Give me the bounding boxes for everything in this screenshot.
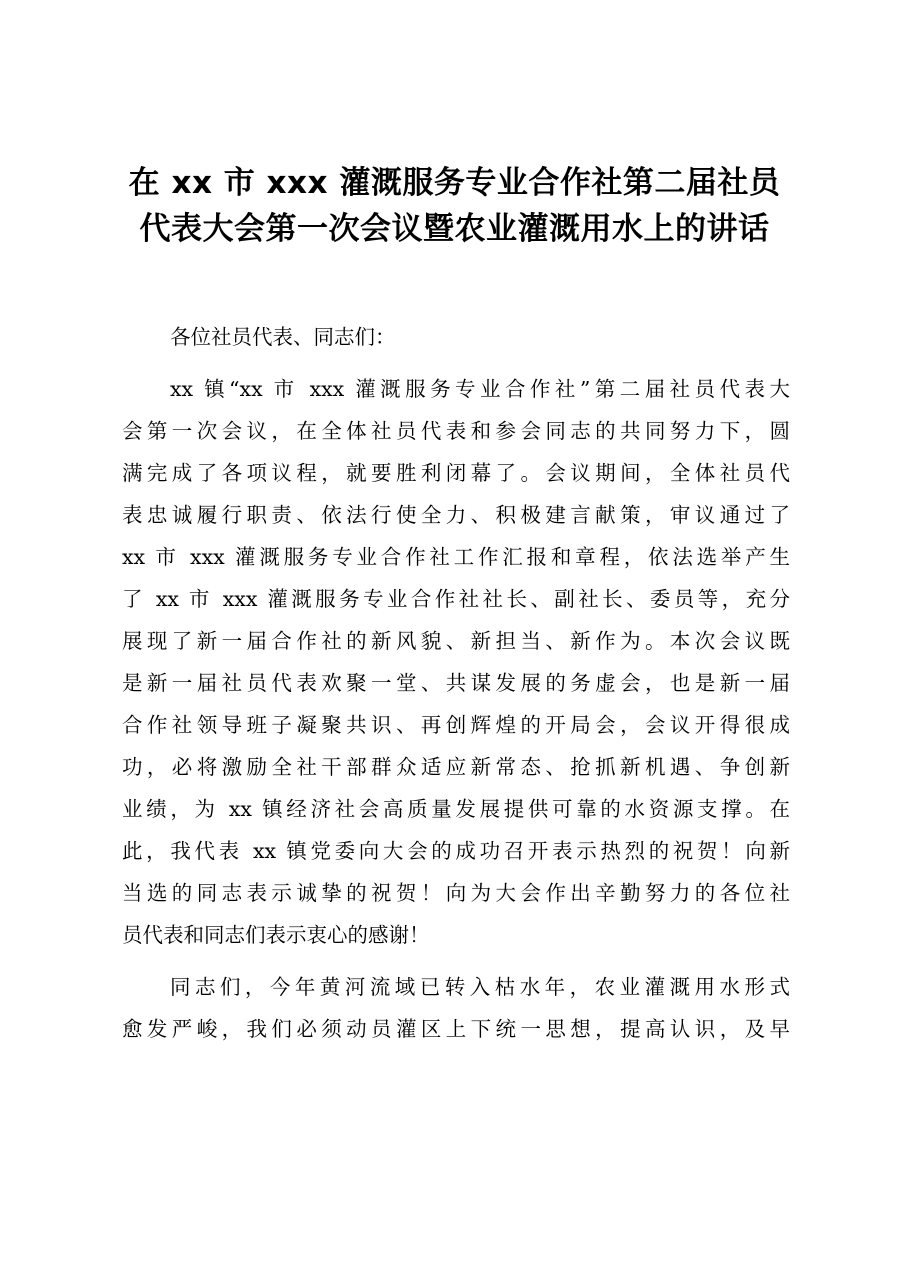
paragraph-line: 愈发严峻，我们必须动员灌区上下统一思想，提高认识，及早 [122, 1017, 790, 1041]
paragraph-line: 同志们，今年黄河流域已转入枯水年，农业灌溉用水形式 [170, 975, 790, 999]
paragraph-line: 是新一届社员代表欢聚一堂、共谋发展的务虚会，也是新一届 [122, 671, 790, 695]
paragraph-line: xx 镇“xx 市 xxx 灌溉服务专业合作社”第二届社员代表大 [170, 377, 790, 401]
paragraph-line: 合作社领导班子凝聚共识、再创辉煌的开局会，会议开得很成 [122, 713, 790, 737]
paragraph-line: 会第一次会议，在全体社员代表和参会同志的共同努力下，圆 [122, 419, 790, 443]
title-line-2: 代表大会第一次会议暨农业灌溉用水上的讲话 [139, 211, 770, 247]
spacer [122, 956, 790, 966]
paragraph-line: xx 市 xxx 灌溉服务专业合作社工作汇报和章程，依法选举产生 [122, 545, 790, 569]
paragraph-line: 展现了新一届合作社的新风貌、新担当、新作为。本次会议既 [122, 629, 790, 653]
paragraph-line: 满完成了各项议程，就要胜利闭幕了。会议期间，全体社员代 [122, 461, 790, 485]
document-title [100, 160, 809, 252]
paragraph-line: 了 xx 市 xxx 灌溉服务专业合作社社长、副社长、委员等，充分 [122, 587, 790, 611]
title-line-1: 在 xx 市 xxx 灌溉服务专业合作社第二届社员 [128, 165, 781, 201]
spacer [122, 358, 790, 368]
paragraph-line: 表忠诚履行职责、依法行使全力、积极建言献策，审议通过了 [122, 503, 790, 527]
paragraph-line: 功，必将激励全社干部群众适应新常态、抢抓新机遇、争创新 [122, 755, 790, 779]
paragraph-1 [122, 368, 790, 956]
paragraph-line: 业绩，为 xx 镇经济社会高质量发展提供可靠的水资源支撑。在 [122, 797, 790, 821]
paragraph-line: 此，我代表 xx 镇党委向大会的成功召开表示热烈的祝贺！向新 [122, 839, 790, 863]
paragraph-line: 员代表和同志们表示衷心的感谢！ [122, 923, 430, 947]
paragraph-2 [122, 966, 790, 1050]
paragraph-line: 当选的同志表示诚挚的祝贺！向为大会作出辛勤努力的各位社 [122, 881, 790, 905]
salutation: 各位社员代表、同志们： [170, 325, 396, 349]
document-body [122, 316, 790, 1050]
